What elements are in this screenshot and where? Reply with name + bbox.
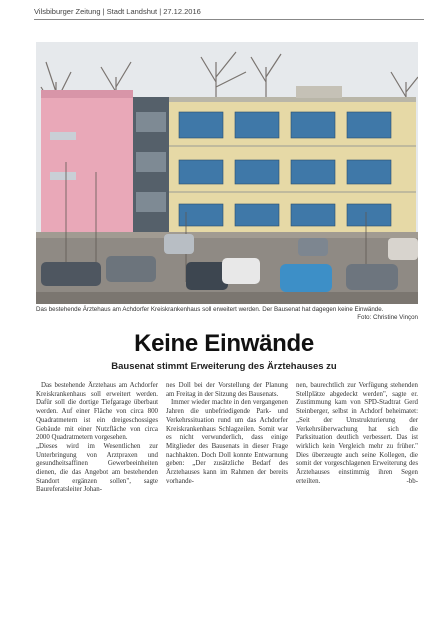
article-headline: Keine Einwände: [134, 330, 314, 357]
photo-credit: Foto: Christine Vinçon: [357, 313, 418, 321]
paragraph: „Dieses wird im Wesentlichen zur Unterbringung von Arztpraxen und gesundheitsaffinen Gewerbeeinheiten dienen, die das Angebot am bestehenden Standort ergänzen sollen", sagte Baureferatsleiter Johan-: [36, 442, 158, 494]
article-column-3: [296, 382, 418, 486]
caption-text: Das bestehende Ärztehaus am Achdorfer Kreiskrankenhaus soll erweitert werden. Der Bausenat hat dagegen keine Einwände.: [36, 306, 384, 313]
paragraph: nes Doll bei der Vorstellung der Planung am Freitag in der Sitzung des Bausenats.: [166, 382, 288, 398]
article-column-1: [36, 382, 158, 495]
header-rule: [34, 19, 424, 20]
article-column-2: [166, 382, 288, 486]
paragraph: Immer wieder machte in den vergangenen Jahren die unbefriedigende Park- und Verkehrssituation rund um das Achdorfer Kreiskrankenhaus Schlagzeilen. Somit war es nicht verwunderlich, dass einige Mitglieder des Bausenats in dieser Frage nachhakten. Doch Doll konnte Entwarnung geben: „Der zusätzliche Bedarf des Ärztehauses kann im Rahmen der bereits vorhande-: [166, 399, 288, 485]
paragraph-text: nen, baurechtlich zur Verfügung stehenden Stellplätze abgedeckt werden", sagte er. Zustimmung kam von SPD-Stadtrat Gerd Steinberger, selbst in Achdorf beheimatet: „Seit der Umstrukturierung der Verkehrsüberwachung hat sich die Parksituation deutlich verbessert. Das ist wirklich kein Vergleich mehr zu früher." Dies überzeugte auch seine Kollegen, die somit der vorgeschlagenen Erweiterung des Ärztehauses einstimmig ihren Segen erteilten.: [296, 382, 418, 485]
paragraph: [296, 382, 418, 486]
author-signature: -bb-: [406, 477, 418, 485]
article-subhead: Bausenat stimmt Erweiterung des Ärztehauses zu: [111, 361, 337, 372]
paragraph: Das bestehende Ärztehaus am Achdorfer Kreiskrankenhaus soll erweitert werden. Dafür soll die dortige Tiefgarage überbaut werden. Auf einer Fläche von circa 800 Quadratmetern ist ein dreigeschossiges Gebäude mit einer Nutzfläche von circa 2000 Quadratmetern vorgesehen.: [36, 382, 158, 442]
photo-caption: [36, 306, 418, 321]
article-photo: [36, 42, 418, 304]
building-photo-icon: [36, 42, 418, 304]
newspaper-header: Vilsbiburger Zeitung | Stadt Landshut | 27.12.2016: [34, 7, 201, 16]
